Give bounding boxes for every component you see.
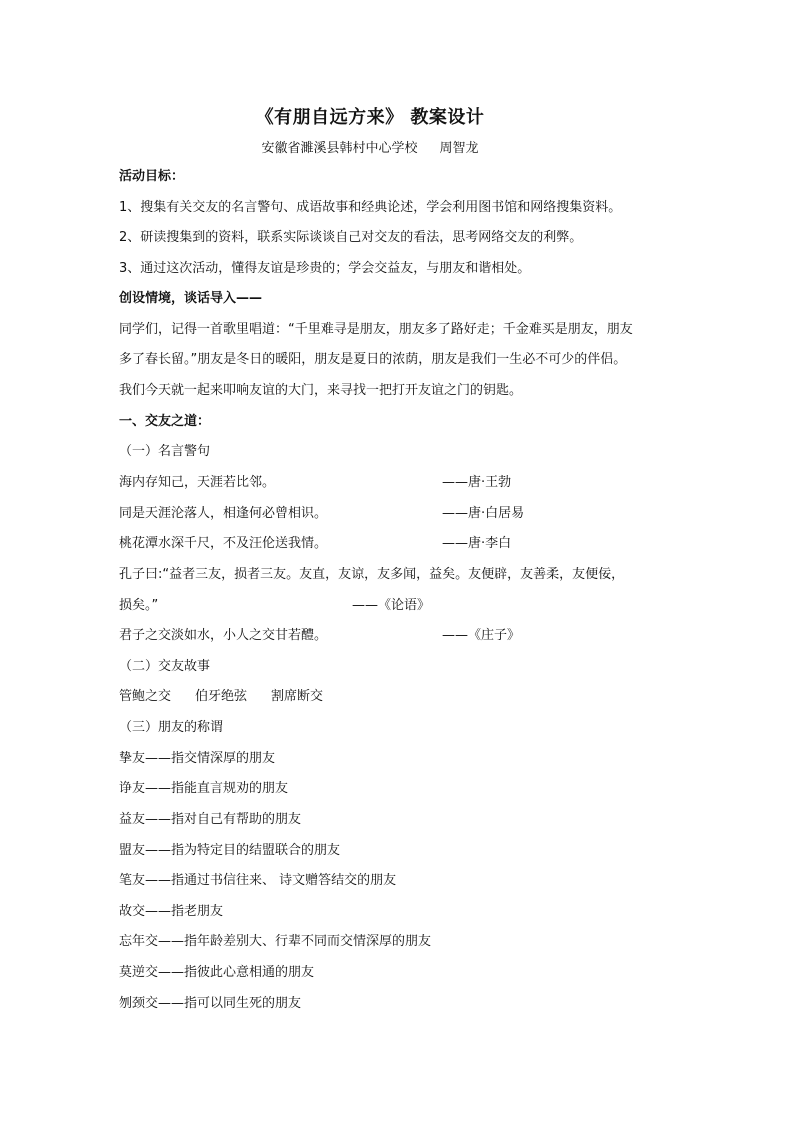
friend-title-item: 笔友——指通过书信往来、 诗文赠答结交的朋友 xyxy=(119,873,397,888)
quote-text: 君子之交淡如水，小人之交甘若醴。 xyxy=(119,628,328,643)
goal-item: 2、研读搜集到的资料，联系实际谈谈自己对交友的看法，思考网络交友的利弊。 xyxy=(119,230,583,245)
friend-title-item: 莫逆交——指彼此心意相通的朋友 xyxy=(119,965,315,980)
stories-row xyxy=(119,688,347,706)
quote-text: 桃花潭水深千尺，不及汪伦送我情。 xyxy=(119,536,328,551)
quote-source: ——唐·王勃 xyxy=(442,475,512,490)
quote-source: ——唐·白居易 xyxy=(442,506,525,521)
friend-title-item: 盟友——指为特定目的结盟联合的朋友 xyxy=(119,843,341,858)
friend-title-item: 挚友——指交情深厚的朋友 xyxy=(119,751,276,766)
friend-title-item: 忘年交——指年龄差别大、行辈不同而交情深厚的朋友 xyxy=(119,934,432,949)
author-name: 周智龙 xyxy=(439,141,479,156)
intro-heading: 创设情境，谈话导入—— xyxy=(119,291,263,306)
subsection-heading: （二）交友故事 xyxy=(119,659,211,674)
intro-paragraph-line: 我们今天就一起来叩响友谊的大门，来寻找一把打开友谊之门的钥匙。 xyxy=(119,383,523,398)
section-heading: 一、交友之道： xyxy=(119,414,211,429)
quote-text: 海内存知己，天涯若比邻。 xyxy=(119,475,276,490)
story-item: 割席断交 xyxy=(271,689,324,704)
goal-item: 3、通过这次活动，懂得友谊是珍贵的；学会交益友，与朋友和谐相处。 xyxy=(119,261,531,276)
goals-heading: 活动目标： xyxy=(119,169,185,184)
intro-paragraph-line: 多了春长留。”朋友是冬日的暖阳，朋友是夏日的浓荫，朋友是我们一生必不可少的伴侣。 xyxy=(119,352,627,367)
author-school: 安徽省濉溪县韩村中心学校 xyxy=(261,141,418,156)
story-item: 伯牙绝弦 xyxy=(195,689,248,704)
friend-title-item: 诤友——指能直言规劝的朋友 xyxy=(119,781,289,796)
subsection-heading: （一）名言警句 xyxy=(119,444,211,459)
confucius-quote-end: 损矣。” xyxy=(119,598,159,613)
quote-text: 同是天涯沦落人，相逢何必曾相识。 xyxy=(119,506,328,521)
quote-source: ——《庄子》 xyxy=(442,628,521,643)
friend-title-item: 益友——指对自己有帮助的朋友 xyxy=(119,812,302,827)
friend-title-item: 故交——指老朋友 xyxy=(119,904,224,919)
story-item: 管鲍之交 xyxy=(119,689,172,704)
document-title: 《有朋自远方来》 教案设计 xyxy=(255,107,485,128)
goal-item: 1、搜集有关交友的名言警句、成语故事和经典论述，学会利用图书馆和网络搜集资料。 xyxy=(119,200,622,215)
quote-source: ——《论语》 xyxy=(352,598,431,613)
subsection-heading: （三）朋友的称谓 xyxy=(119,720,224,735)
author-line xyxy=(0,137,740,156)
quote-source: ——唐·李白 xyxy=(442,536,512,551)
friend-title-item: 刎颈交——指可以同生死的朋友 xyxy=(119,996,302,1011)
confucius-quote: 孔子曰:“益者三友，损者三友。友直，友谅，友多闻，益矣。友便辟，友善柔，友便佞， xyxy=(119,567,625,582)
intro-paragraph-line: 同学们，记得一首歌里唱道：“千里难寻是朋友，朋友多了路好走；千金难买是朋友，朋友 xyxy=(119,322,633,337)
